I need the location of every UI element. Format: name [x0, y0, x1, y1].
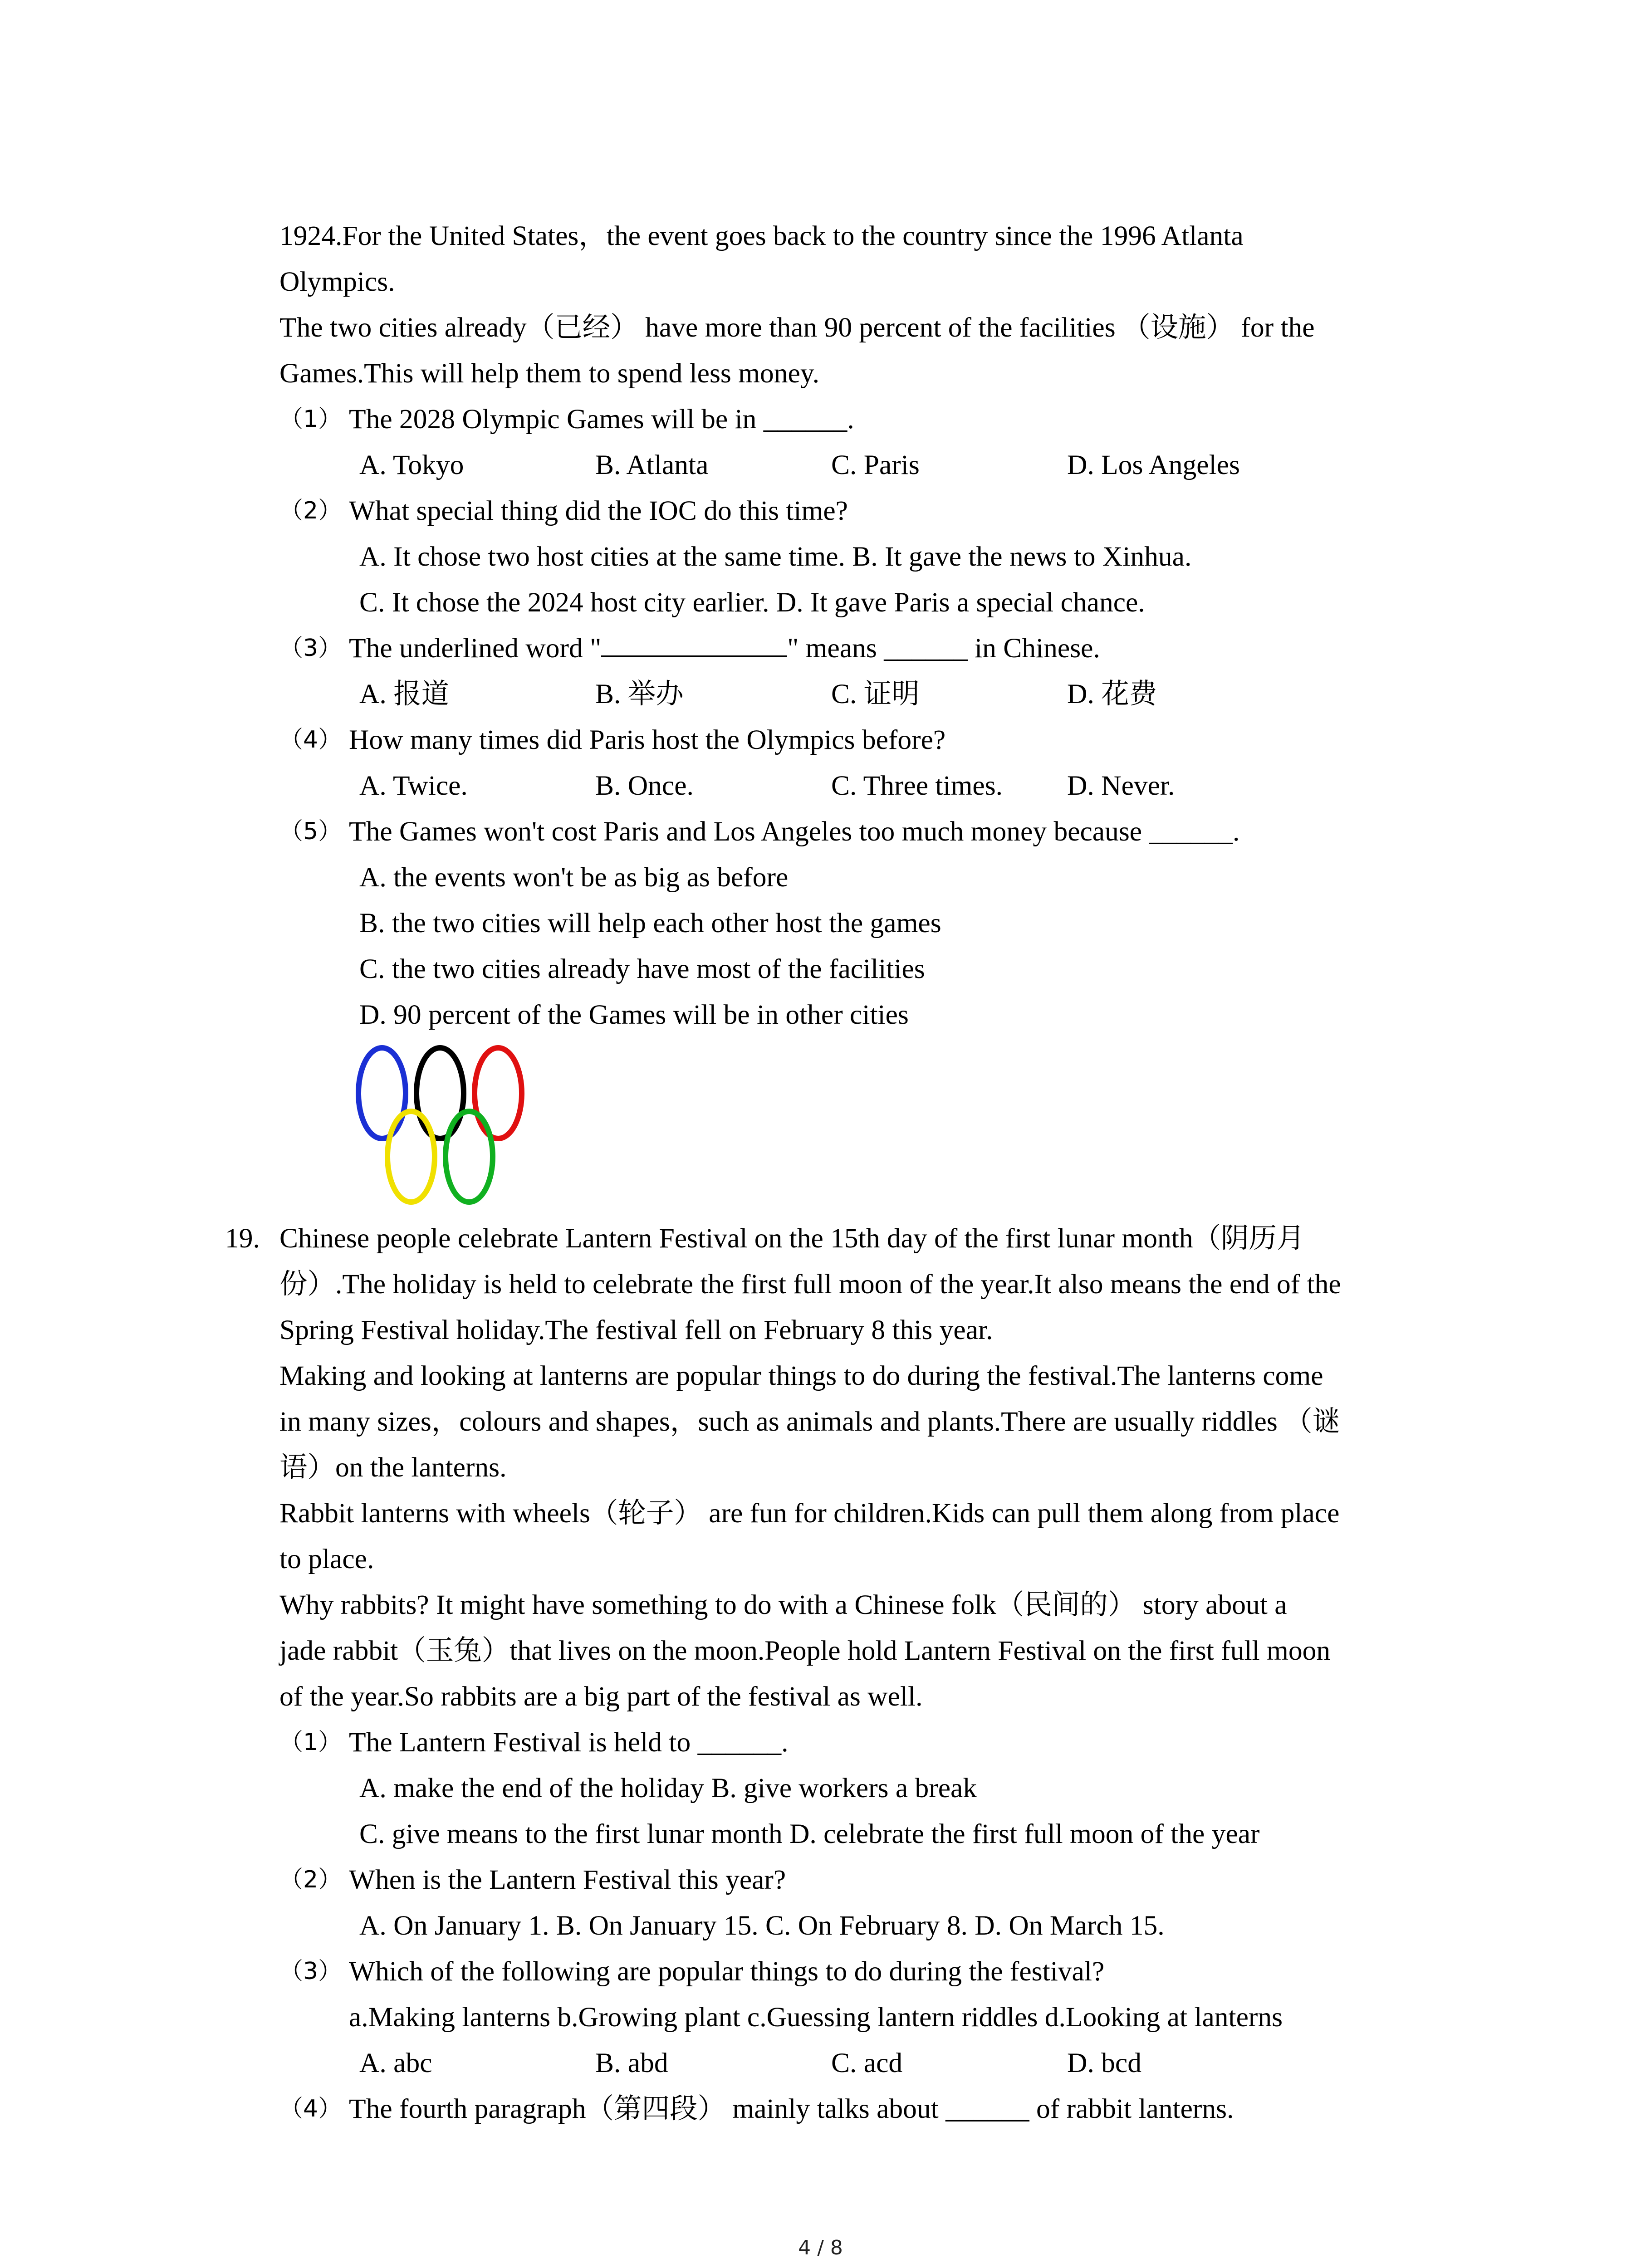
olympic-rings-image	[354, 1039, 526, 1211]
ring-green	[446, 1111, 493, 1202]
option-d[interactable]: D. Los Angeles	[1067, 450, 1240, 480]
option-d[interactable]: D. 花费	[1067, 679, 1157, 709]
passage-line: Rabbit lanterns with wheels（轮子） are fun for children.Kids can pull them along from place	[279, 1498, 1340, 1529]
options-line[interactable]: B. the two cities will help each other host the games	[359, 908, 941, 938]
option-d[interactable]: D. Never.	[1067, 770, 1175, 801]
option-c[interactable]: C. Paris	[831, 450, 920, 480]
options-row	[279, 2040, 1459, 2086]
question-19-3	[279, 1949, 1459, 1994]
options-line[interactable]: C. give means to the first lunar month D. celebrate the first full moon of the year	[359, 1818, 1260, 1849]
ring-yellow	[387, 1111, 435, 1202]
question-number: （4）	[279, 2095, 342, 2122]
passage-line: Chinese people celebrate Lantern Festival on the 15th day of the first lunar month（阴历月	[279, 1223, 1305, 1254]
passage-line: jade rabbit（玉兔）that lives on the moon.People hold Lantern Festival on the first full moon	[279, 1635, 1331, 1666]
question-18-1	[279, 396, 1459, 442]
option-b[interactable]: B. Atlanta	[595, 450, 709, 480]
question-number: （5）	[279, 818, 342, 845]
options-line[interactable]: A. It chose two host cities at the same time. B. It gave the news to Xinhua.	[359, 541, 1192, 572]
option-a[interactable]: A. abc	[359, 2048, 432, 2078]
question-19-2	[279, 1857, 1459, 1903]
option-c[interactable]: C. 证明	[831, 679, 920, 709]
ring-red	[475, 1048, 522, 1139]
question-stem: The 2028 Olympic Games will be in ______.	[349, 404, 854, 435]
passage-line: Games.This will help them to spend less money.	[279, 358, 819, 389]
option-b[interactable]: B. abd	[595, 2048, 668, 2078]
question-stem: When is the Lantern Festival this year?	[349, 1864, 786, 1895]
options-line[interactable]: C. the two cities already have most of the facilities	[359, 953, 925, 984]
passage-line: in many sizes，colours and shapes，such as animals and plants.There are usually riddles （谜	[279, 1406, 1341, 1437]
passage-line: 1924.For the United States，the event goes back to the country since the 1996 Atlanta	[279, 220, 1244, 251]
passage-line: Making and looking at lanterns are popular things to do during the festival.The lanterns come	[279, 1360, 1323, 1391]
options-line[interactable]: A. On January 1. B. On January 15. C. On February 8. D. On March 15.	[359, 1910, 1165, 1941]
ring-black	[416, 1048, 464, 1139]
passage-line: 语）on the lanterns.	[279, 1452, 507, 1483]
options-row	[279, 763, 1459, 809]
option-b[interactable]: B. 举办	[595, 679, 684, 709]
option-a[interactable]: A. 报道	[359, 679, 450, 709]
option-c[interactable]: C. Three times.	[831, 770, 1003, 801]
question-18-4	[279, 717, 1459, 763]
question-stem-after: " means ______ in Chinese.	[787, 633, 1100, 664]
question-18-3	[279, 626, 1459, 671]
question-19-4	[279, 2086, 1459, 2132]
passage-line: 份）.The holiday is held to celebrate the first full moon of the year.It also means the end of the	[279, 1269, 1341, 1300]
question-19-1	[279, 1720, 1459, 1765]
options-row	[279, 671, 1459, 717]
passage-18	[279, 213, 1459, 1038]
passage-line: The two cities already（已经） have more than 90 percent of the facilities （设施） for the	[279, 312, 1315, 343]
passage-line: Olympics.	[279, 266, 395, 297]
page-number: 4 / 8	[798, 2236, 843, 2259]
option-a[interactable]: A. Twice.	[359, 770, 468, 801]
option-d[interactable]: D. bcd	[1067, 2048, 1141, 2078]
ring-blue	[358, 1048, 406, 1139]
question-number: （3）	[279, 635, 342, 662]
passage-19	[225, 1216, 1459, 2132]
option-c[interactable]: C. acd	[831, 2048, 903, 2078]
question-stem: Which of the following are popular things to do during the festival?	[349, 1956, 1105, 1987]
question-number: （2）	[279, 497, 342, 524]
question-stem: How many times did Paris host the Olympics before?	[349, 724, 946, 755]
options-line[interactable]: C. It chose the 2024 host city earlier. D. It gave Paris a special chance.	[359, 587, 1145, 618]
question-number: （1）	[279, 406, 342, 433]
question-number: （3）	[279, 1958, 342, 1985]
question-stem-before: The underlined word "	[349, 633, 602, 664]
passage-line: of the year.So rabbits are a big part of the festival as well.	[279, 1681, 923, 1712]
options-row	[279, 442, 1459, 488]
passage-line: Spring Festival holiday.The festival fell on February 8 this year.	[279, 1315, 993, 1345]
question-stem: The fourth paragraph（第四段） mainly talks about ______ of rabbit lanterns.	[349, 2093, 1234, 2124]
question-number: （1）	[279, 1729, 342, 1756]
question-18-5	[279, 809, 1459, 855]
question-number: （2）	[279, 1866, 342, 1893]
option-a[interactable]: A. Tokyo	[359, 450, 464, 480]
passage-line: to place.	[279, 1544, 374, 1574]
options-line[interactable]: A. the events won't be as big as before	[359, 862, 789, 893]
question-18-2	[279, 488, 1459, 534]
sub-items-line: a.Making lanterns b.Growing plant c.Guessing lantern riddles d.Looking at lanterns	[349, 2002, 1283, 2033]
option-b[interactable]: B. Once.	[595, 770, 694, 801]
question-number-19: 19.	[225, 1223, 260, 1254]
question-stem: What special thing did the IOC do this time?	[349, 495, 848, 526]
options-line[interactable]: A. make the end of the holiday B. give workers a break	[359, 1773, 977, 1804]
question-number: （4）	[279, 726, 342, 753]
question-stem: The Lantern Festival is held to ______.	[349, 1727, 789, 1758]
passage-line: Why rabbits? It might have something to do with a Chinese folk（民间的） story about a	[279, 1589, 1287, 1620]
underlined-word-blank	[601, 628, 787, 657]
question-stem: The Games won't cost Paris and Los Angeles too much money because ______.	[349, 816, 1240, 847]
options-line[interactable]: D. 90 percent of the Games will be in other cities	[359, 999, 909, 1030]
